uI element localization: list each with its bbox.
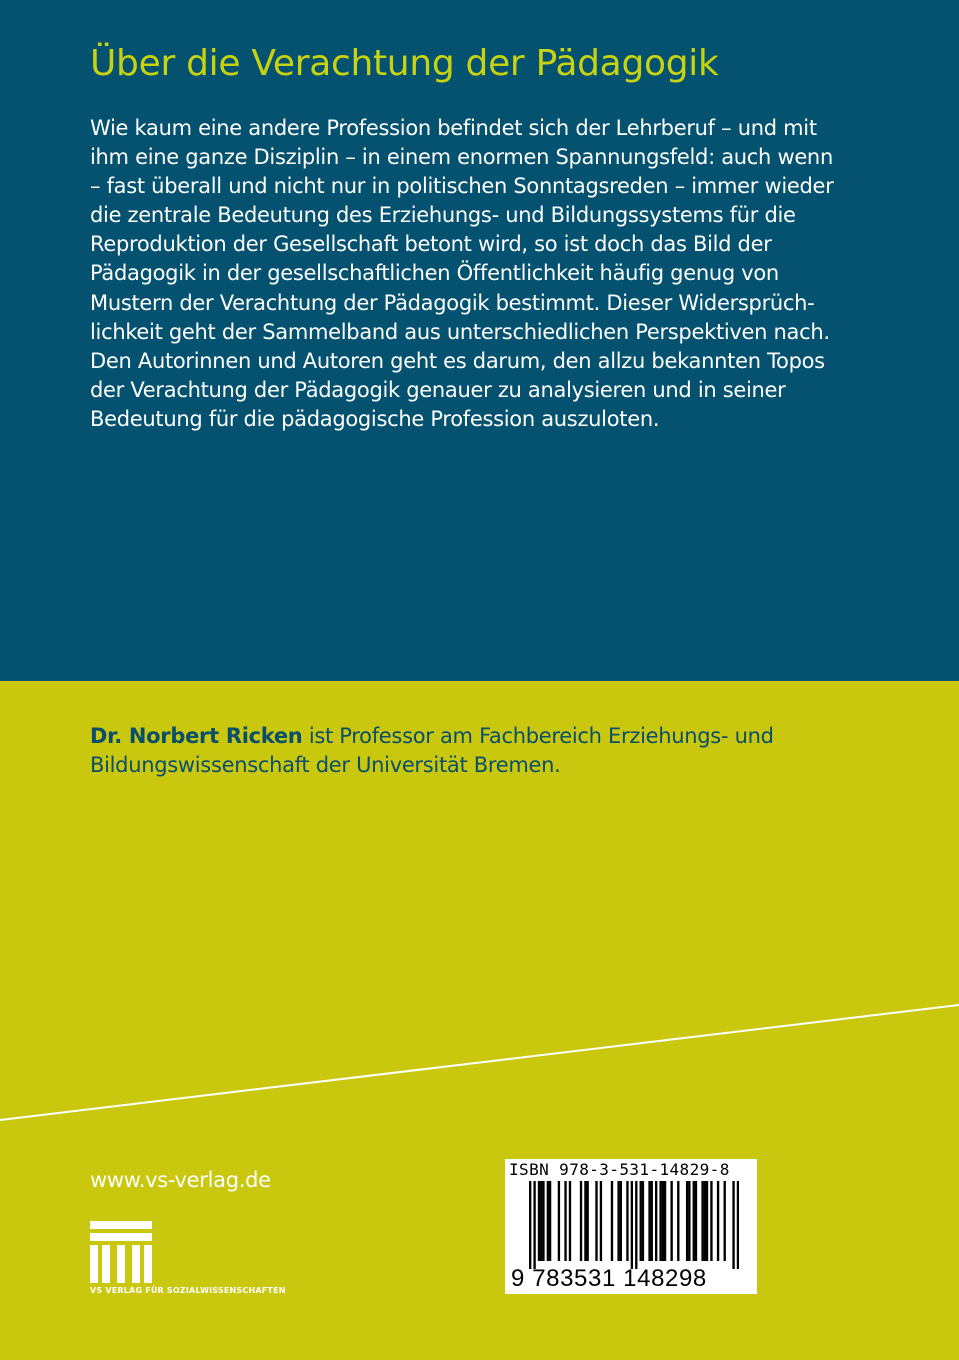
barcode-bar	[620, 1181, 622, 1261]
barcode-bar	[549, 1181, 551, 1261]
barcode-bar	[569, 1181, 571, 1261]
barcode-bar	[695, 1181, 697, 1261]
barcode-bar	[538, 1181, 540, 1261]
author-bio-rest: ist Professor am Fachbereich Erziehungs- und	[302, 724, 774, 748]
vs-verlag-logo-icon	[90, 1221, 152, 1283]
barcode-bar	[651, 1181, 653, 1261]
barcode-bar	[737, 1181, 739, 1269]
barcode-bar	[655, 1181, 657, 1261]
barcode-bar	[717, 1181, 719, 1261]
author-bio-line	[90, 722, 910, 751]
isbn-text: ISBN 978-3-531-14829-8	[509, 1160, 730, 1179]
barcode-bar	[664, 1181, 666, 1261]
barcode-digits: 9 783531 148298	[511, 1265, 707, 1292]
blurb-line: lichkeit geht der Sammelband aus unterschiedlichen Perspektiven nach.	[90, 319, 830, 344]
author-bio-line: Bildungswissenschaft der Universität Bremen.	[90, 753, 561, 777]
blurb-line: – fast überall und nicht nur in politischen Sonntagsreden – immer wieder	[90, 174, 834, 199]
barcode-bar	[677, 1181, 679, 1261]
blurb-line: ihm eine ganze Disziplin – in einem enormen Spannungsfeld: auch wenn	[90, 145, 833, 170]
barcode-bar	[686, 1181, 688, 1261]
barcode-bar	[706, 1181, 708, 1261]
barcode-bar	[701, 1181, 703, 1261]
barcode-bar	[595, 1181, 597, 1261]
book-title: Über die Verachtung der Pädagogik	[90, 43, 719, 84]
blurb-line: Pädagogik in der gesellschaftlichen Öffentlichkeit häufig genug von	[90, 261, 779, 286]
barcode-bar	[732, 1181, 734, 1269]
blurb-text	[90, 114, 890, 434]
barcode-bar	[724, 1181, 726, 1261]
barcode-bar	[542, 1181, 544, 1261]
blurb-line: Wie kaum eine andere Profession befindet sich der Lehrberuf – und mit	[90, 116, 817, 140]
barcode-bar	[617, 1181, 619, 1261]
isbn-barcode	[505, 1159, 757, 1294]
author-name: Dr. Norbert Ricken	[90, 724, 303, 748]
barcode-bar	[693, 1181, 695, 1261]
barcode-bar	[529, 1181, 531, 1269]
barcode-bar	[648, 1181, 650, 1261]
barcode-bar	[670, 1181, 672, 1261]
barcode-bar	[688, 1181, 690, 1261]
barcode-bar	[533, 1181, 535, 1269]
barcode-bar	[586, 1181, 588, 1261]
barcode-bar	[635, 1181, 637, 1269]
barcode-bar	[580, 1181, 582, 1261]
publisher-name: VS VERLAG FÜR SOZIALWISSENSCHAFTEN	[90, 1286, 286, 1295]
barcode-bar	[642, 1181, 644, 1261]
blurb-line: der Verachtung der Pädagogik genauer zu analysieren und in seiner	[90, 377, 786, 402]
barcode-bar	[564, 1181, 566, 1261]
blurb-line: Mustern der Verachtung der Pädagogik bestimmt. Dieser Widersprüch-	[90, 290, 815, 315]
barcode-bar	[547, 1181, 549, 1261]
publisher-url[interactable]: www.vs-verlag.de	[90, 1168, 271, 1192]
barcode-bar	[631, 1181, 633, 1269]
barcode-bars	[529, 1181, 739, 1269]
barcode-bar	[662, 1181, 664, 1261]
barcode-bar	[611, 1181, 613, 1261]
barcode-bar	[540, 1181, 542, 1261]
blurb-line: Reproduktion der Gesellschaft betont wird, so ist doch das Bild der	[90, 232, 772, 257]
blurb-line: Bedeutung für die pädagogische Profession auszuloten.	[90, 406, 660, 431]
author-bio	[90, 722, 910, 780]
barcode-bar	[600, 1181, 602, 1261]
barcode-bar	[640, 1181, 642, 1261]
barcode-bar	[659, 1181, 661, 1261]
diagonal-divider-line	[0, 970, 959, 1130]
barcode-bar	[626, 1181, 628, 1261]
barcode-bar	[584, 1181, 586, 1261]
barcode-bar	[710, 1181, 712, 1261]
barcode-bar	[704, 1181, 706, 1261]
blurb-line: Den Autorinnen und Autoren geht es darum, den allzu bekannten Topos	[90, 348, 825, 373]
blurb-line: die zentrale Bedeutung des Erziehungs- und Bildungssystems für die	[90, 203, 796, 228]
barcode-bar	[558, 1181, 560, 1261]
